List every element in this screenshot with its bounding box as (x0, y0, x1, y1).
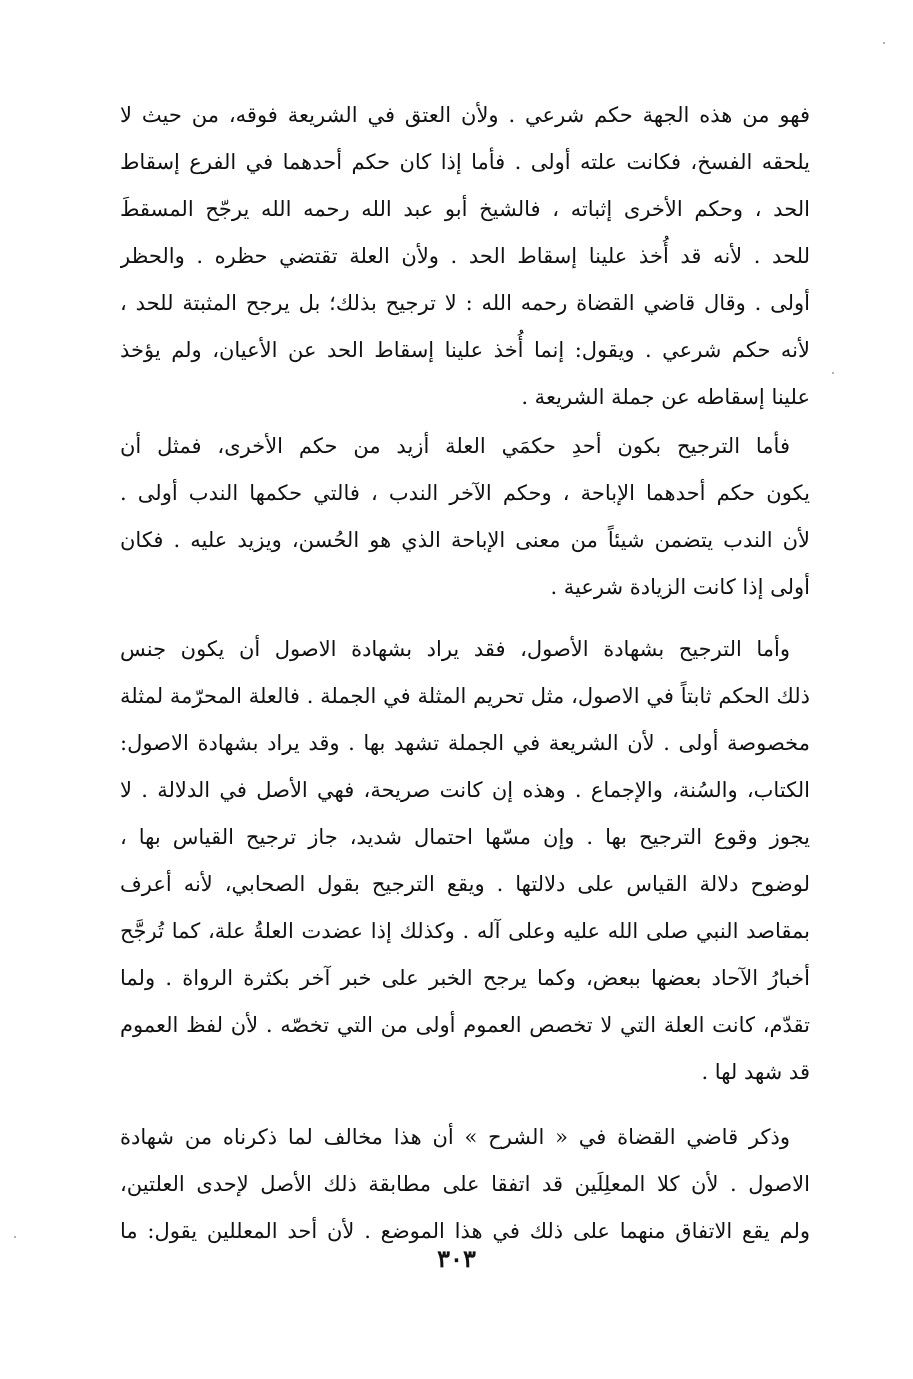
paragraph-3 (120, 626, 810, 1096)
paper-speck (832, 372, 834, 374)
text-line: أولى إذا كانت الزيادة شرعية . (550, 575, 810, 599)
text-line: الكتاب، والسُنة، والإجماع . وهذه إن كانت صريحة، فهي الأصل في الدلالة . لا (120, 778, 810, 802)
text-line: وأما الترجيح بشهادة الأصول، فقد يراد بشهادة الاصول أن يكون جنس (120, 637, 790, 661)
paper-speck (14, 1236, 16, 1238)
text-line: وذكر قاضي القضاة في « الشرح » أن هذا مخالف لما ذكرناه من شهادة (120, 1125, 790, 1149)
text-line: فهو من هذه الجهة حكم شرعي . ولأن العتق في الشريعة فوقه، من حيث لا (120, 103, 810, 127)
paper-speck (883, 42, 885, 44)
paragraph-4 (120, 1114, 810, 1255)
text-line: الحد ، وحكم الأخرى إثباته ، فالشيخ أبو عبد الله رحمه الله يرجّح المسقطَ (120, 197, 810, 221)
text-line: أولى . وقال قاضي القضاة رحمه الله : لا ترجيح بذلك؛ بل يرجح المثبتة للحد ، (120, 291, 810, 315)
paragraph-2 (120, 423, 810, 611)
text-line: فأما الترجيح بكون أحدِ حكمَي العلة أزيد من حكم الأخرى، فمثل أن (120, 434, 790, 458)
text-line: قد شهد لها . (701, 1060, 810, 1084)
text-line: الاصول . لأن كلا المعلِلَين قد اتفقا على مطابقة ذلك الأصل لإحدى العلتين، (120, 1172, 810, 1196)
text-line: يكون حكم أحدهما الإباحة ، وحكم الآخر الندب ، فالتي حكمها الندب أولى . (120, 481, 810, 505)
paragraph-1 (120, 92, 810, 421)
text-line: علينا إسقاطه عن جملة الشريعة . (521, 385, 810, 409)
text-line: مخصوصة أولى . لأن الشريعة في الجملة تشهد بها . وقد يراد بشهادة الاصول: (120, 731, 810, 755)
text-line: يلحقه الفسخ، فكانت علته أولى . فأما إذا كان حكم أحدهما في الفرع إسقاط (120, 150, 810, 174)
text-line: للحد . لأنه قد أُخذ علينا إسقاط الحد . ولأن العلة تقتضي حظره . والحظر (120, 244, 810, 268)
text-line: بمقاصد النبي صلى الله عليه وعلى آله . وكذلك إذا عضدت العلةُ علة، كما تُرجَّح (120, 919, 810, 943)
text-line: ذلك الحكم ثابتاً في الاصول، مثل تحريم المثلة في الجملة . فالعلة المحرّمة لمثلة (120, 684, 810, 708)
text-line: ولم يقع الاتفاق منهما على ذلك في هذا الموضع . لأن أحد المعللين يقول: ما (120, 1219, 810, 1243)
text-line: لوضوح دلالة القياس على دلالتها . ويقع الترجيح بقول الصحابي، لأنه أعرف (120, 872, 810, 896)
text-line: لأنه حكم شرعي . ويقول: إنما أُخذ علينا إسقاط الحد عن الأعيان، ولم يؤخذ (120, 338, 810, 362)
text-line: يجوز وقوع الترجيح بها . وإن مسّها احتمال شديد، جاز ترجيح القياس بها ، (120, 825, 810, 849)
text-line: تقدّم، كانت العلة التي لا تخصص العموم أولى من التي تخصّه . لأن لفظ العموم (120, 1013, 810, 1037)
page-number: ٣٠٣ (437, 1244, 476, 1273)
text-line: لأن الندب يتضمن شيئاً من معنى الإباحة الذي هو الحُسن، ويزيد عليه . فكان (120, 528, 810, 552)
text-line: أخبارُ الآحاد بعضها ببعض، وكما يرجح الخبر على خبر آخر بكثرة الرواة . ولما (120, 966, 810, 990)
